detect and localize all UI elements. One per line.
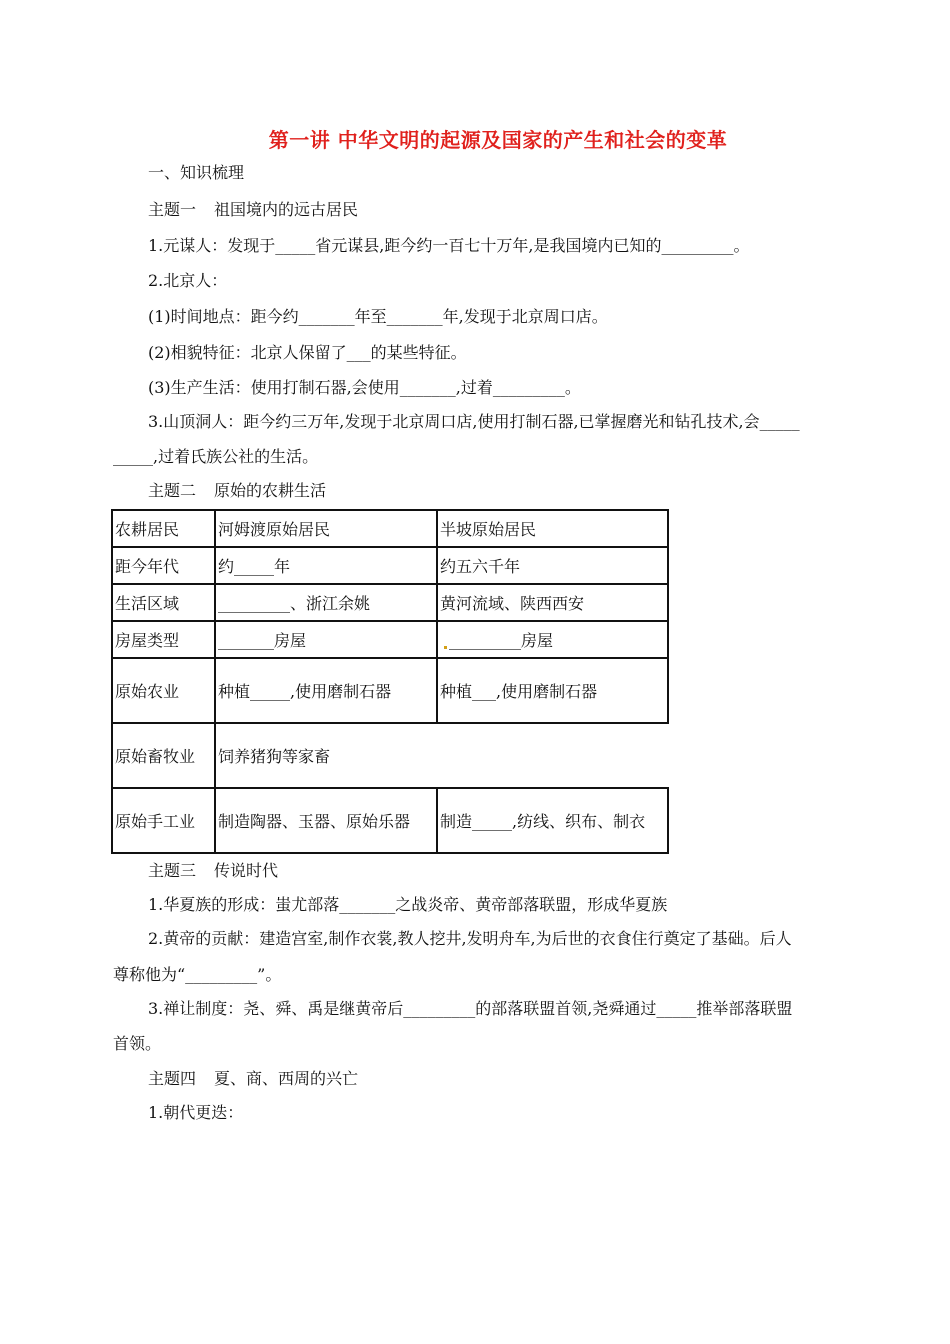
table-cell: 半坡原始居民 — [437, 510, 668, 547]
table-cell: _________、浙江余姚 — [215, 584, 437, 621]
table-row — [112, 510, 668, 547]
topic-heading-4 — [148, 1068, 358, 1090]
table-row — [112, 658, 668, 723]
topic-label: 主题四 — [148, 1069, 197, 1088]
table-row — [112, 621, 668, 658]
paragraph-line: 尊称他为“_________”。 — [113, 965, 282, 984]
table-cell: 约五六千年 — [437, 547, 668, 584]
table-cell: 距今年代 — [112, 547, 215, 584]
table-cell: 黄河流域、陕西西安 — [437, 584, 668, 621]
topic-label: 主题二 — [148, 481, 197, 500]
paragraph-line: 1.华夏族的形成：蚩尤部落_______之战炎帝、黄帝部落联盟，形成华夏族 — [148, 895, 668, 914]
paragraph-line: 1.朝代更迭： — [148, 1103, 244, 1122]
table-cell: 原始手工业 — [112, 788, 215, 853]
table-cell: 种植___,使用磨制石器 — [437, 658, 668, 723]
paragraph-line: 2.北京人： — [148, 271, 228, 290]
table-cell: 制造_____,纺线、织布、制衣 — [437, 788, 668, 853]
table-cell-with-mark — [437, 621, 668, 658]
table-row — [112, 584, 668, 621]
farming-table — [111, 509, 669, 854]
table-cell: 种植_____,使用磨制石器 — [215, 658, 437, 723]
paragraph-line: 首领。 — [113, 1034, 162, 1053]
table-cell: 饲养猪狗等家畜 — [215, 723, 437, 788]
highlight-mark — [444, 646, 447, 649]
paragraph-line: (2)相貌特征：北京人保留了___的某些特征。 — [148, 343, 467, 362]
table-cell: 制造陶器、玉器、原始乐器 — [215, 788, 437, 853]
page-title: 第一讲 中华文明的起源及国家的产生和社会的变革 — [268, 128, 728, 152]
table-cell: 河姆渡原始居民 — [215, 510, 437, 547]
topic-heading-3 — [148, 860, 278, 882]
section-heading: 一、知识梳理 — [148, 163, 245, 182]
paragraph-line: (1)时间地点：距今约_______年至_______年,发现于北京周口店。 — [148, 307, 608, 326]
table-row — [112, 547, 668, 584]
table-cell: 房屋类型 — [112, 621, 215, 658]
topic-name: 传说时代 — [214, 861, 279, 880]
table-cell: 生活区域 — [112, 584, 215, 621]
cell-text: _________房屋 — [449, 631, 554, 650]
paragraph-line: 1.元谋人：发现于_____省元谋县,距今约一百七十万年,是我国境内已知的_________。 — [148, 236, 750, 255]
paragraph-line: _____,过着氏族公社的生活。 — [113, 447, 319, 466]
topic-label: 主题三 — [148, 861, 197, 880]
topic-name: 夏、商、西周的兴亡 — [214, 1069, 359, 1088]
paragraph-line: 2.黄帝的贡献：建造宫室,制作衣裳,教人挖井,发明舟车,为后世的衣食住行奠定了基础。后人 — [148, 929, 792, 948]
paragraph-line: 3.山顶洞人：距今约三万年,发现于北京周口店,使用打制石器,已掌握磨光和钻孔技术,会_____ — [148, 412, 800, 431]
table-row — [112, 788, 668, 853]
topic-name: 原始的农耕生活 — [214, 481, 327, 500]
table-cell: 农耕居民 — [112, 510, 215, 547]
table-cell: 约_____年 — [215, 547, 437, 584]
table-row — [112, 723, 668, 788]
table-cell: 原始畜牧业 — [112, 723, 215, 788]
paragraph-line: (3)生产生活：使用打制石器,会使用_______,过着_________。 — [148, 378, 581, 397]
topic-name: 祖国境内的远古居民 — [214, 200, 359, 219]
table-cell — [437, 723, 668, 788]
table-cell: _______房屋 — [215, 621, 437, 658]
paragraph-line: 3.禅让制度：尧、舜、禹是继黄帝后_________的部落联盟首领,尧舜通过_____推举部落联盟 — [148, 999, 793, 1018]
table-cell: 原始农业 — [112, 658, 215, 723]
topic-heading-2 — [148, 480, 326, 502]
topic-label: 主题一 — [148, 200, 197, 219]
topic-heading-1 — [148, 199, 358, 221]
